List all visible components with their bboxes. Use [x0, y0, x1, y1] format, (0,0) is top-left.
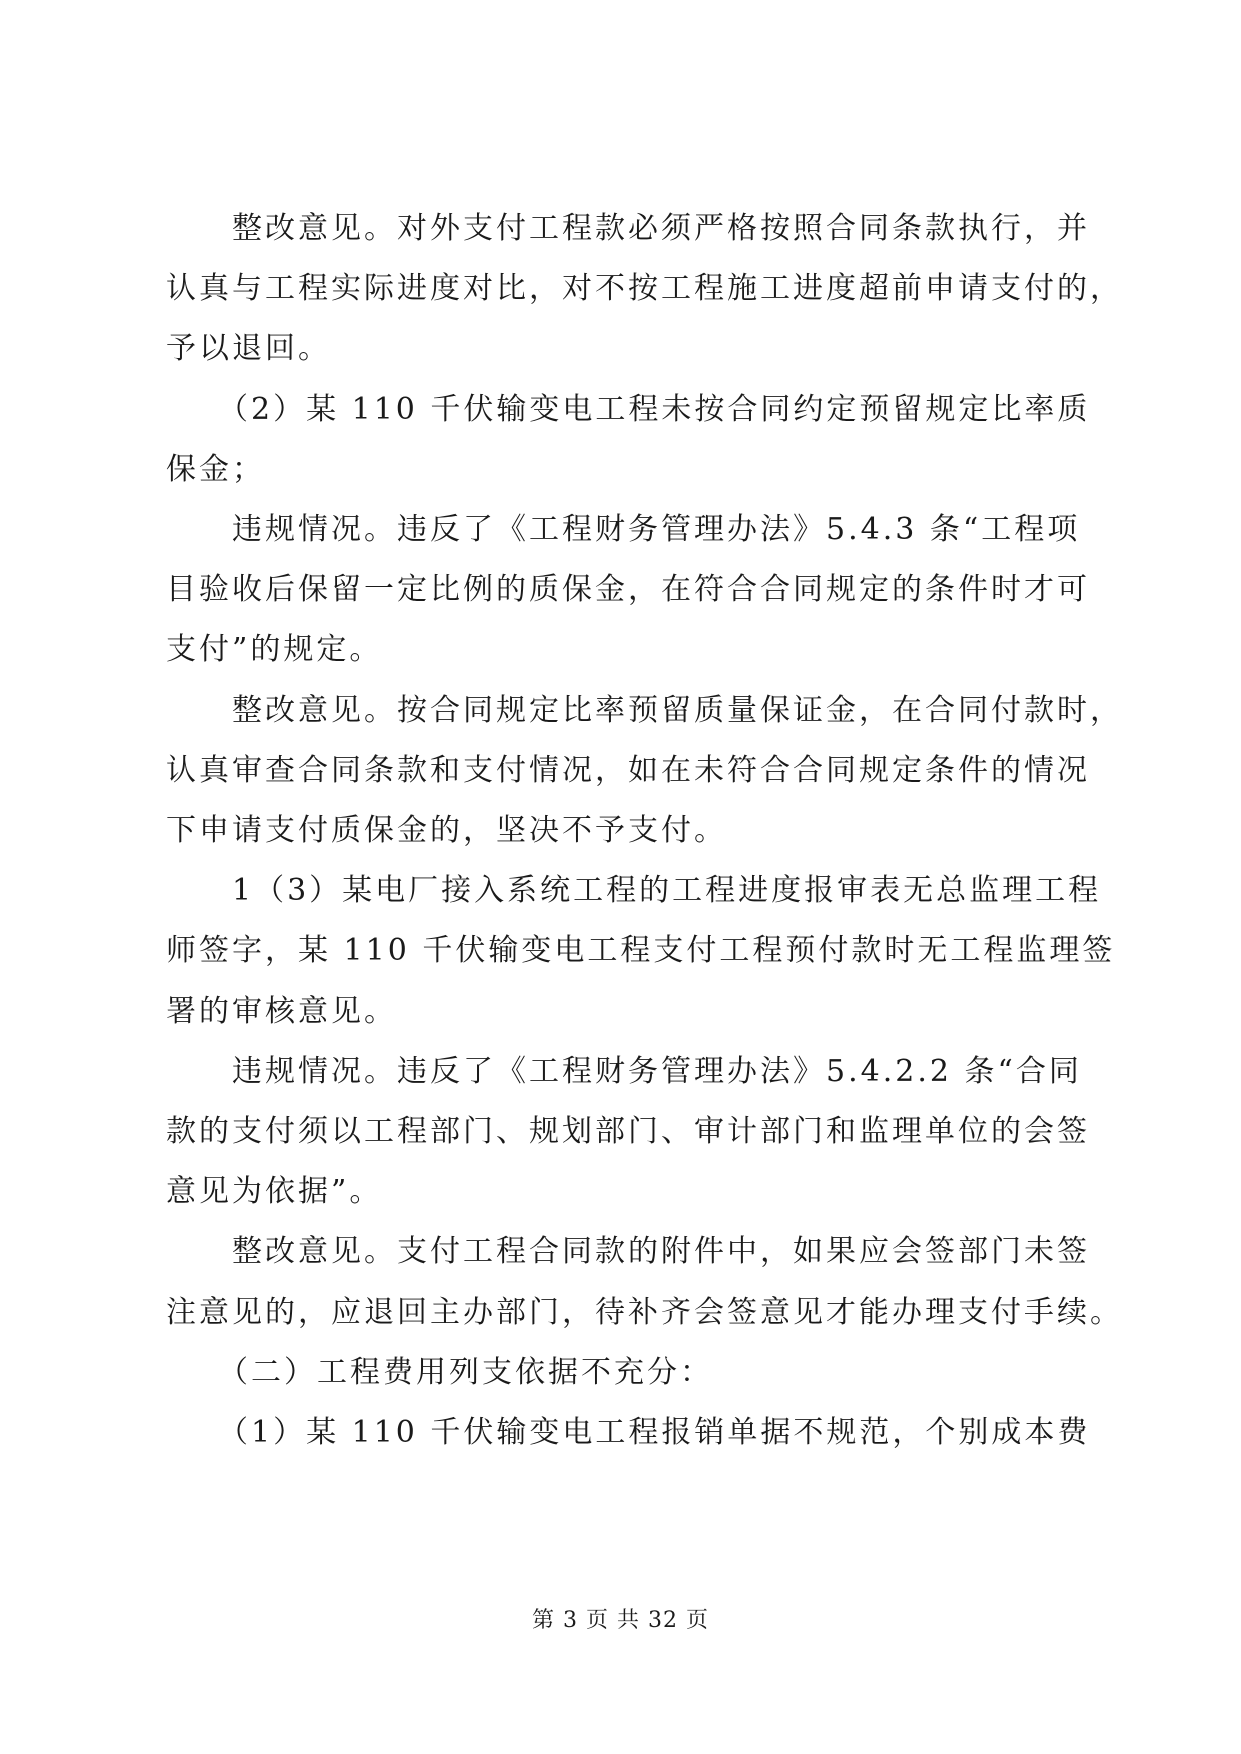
paragraph-line: 违规情况。违反了《工程财务管理办法》5.4.3 条“工程项	[232, 512, 1081, 547]
paragraph-line: 支付”的规定。	[166, 632, 383, 667]
paragraph-line: 目验收后保留一定比例的质保金，在符合合同规定的条件时才可	[166, 572, 1090, 607]
paragraph-line: 予以退回。	[166, 331, 331, 366]
paragraph-line: 整改意见。支付工程合同款的附件中，如果应会签部门未签	[232, 1234, 1090, 1269]
paragraph-line: 注意见的，应退回主办部门，待补齐会签意见才能办理支付手续。	[166, 1295, 1123, 1330]
paragraph-line: 认真与工程实际进度对比，对不按工程施工进度超前申请支付的，	[166, 271, 1123, 306]
paragraph-line: 整改意见。按合同规定比率预留质量保证金，在合同付款时，	[232, 693, 1123, 728]
paragraph-line: 款的支付须以工程部门、规划部门、审计部门和监理单位的会签	[166, 1114, 1090, 1149]
page-number-footer: 第 3 页 共 32 页	[532, 1608, 709, 1633]
paragraph-line: （2）某 110 千伏输变电工程未按合同约定预留规定比率质	[218, 392, 1091, 427]
paragraph-line: 师签字，某 110 千伏输变电工程支付工程预付款时无工程监理签	[166, 933, 1116, 968]
paragraph-line: 意见为依据”。	[166, 1174, 383, 1209]
paragraph-line: 整改意见。对外支付工程款必须严格按照合同条款执行，并	[232, 211, 1090, 246]
paragraph-line: 保金；	[166, 452, 265, 487]
paragraph-line: （1）某 110 千伏输变电工程报销单据不规范，个别成本费	[218, 1415, 1091, 1450]
paragraph-line: 署的审核意见。	[166, 994, 397, 1029]
paragraph-line: 下申请支付质保金的，坚决不予支付。	[166, 813, 727, 848]
paragraph-line: 违规情况。违反了《工程财务管理办法》5.4.2.2 条“合同	[232, 1054, 1082, 1089]
paragraph-line: 1（3）某电厂接入系统工程的工程进度报审表无总监理工程	[232, 873, 1102, 908]
section-heading: （二）工程费用列支依据不充分：	[218, 1355, 713, 1390]
paragraph-line: 认真审查合同条款和支付情况，如在未符合合同规定条件的情况	[166, 753, 1090, 788]
